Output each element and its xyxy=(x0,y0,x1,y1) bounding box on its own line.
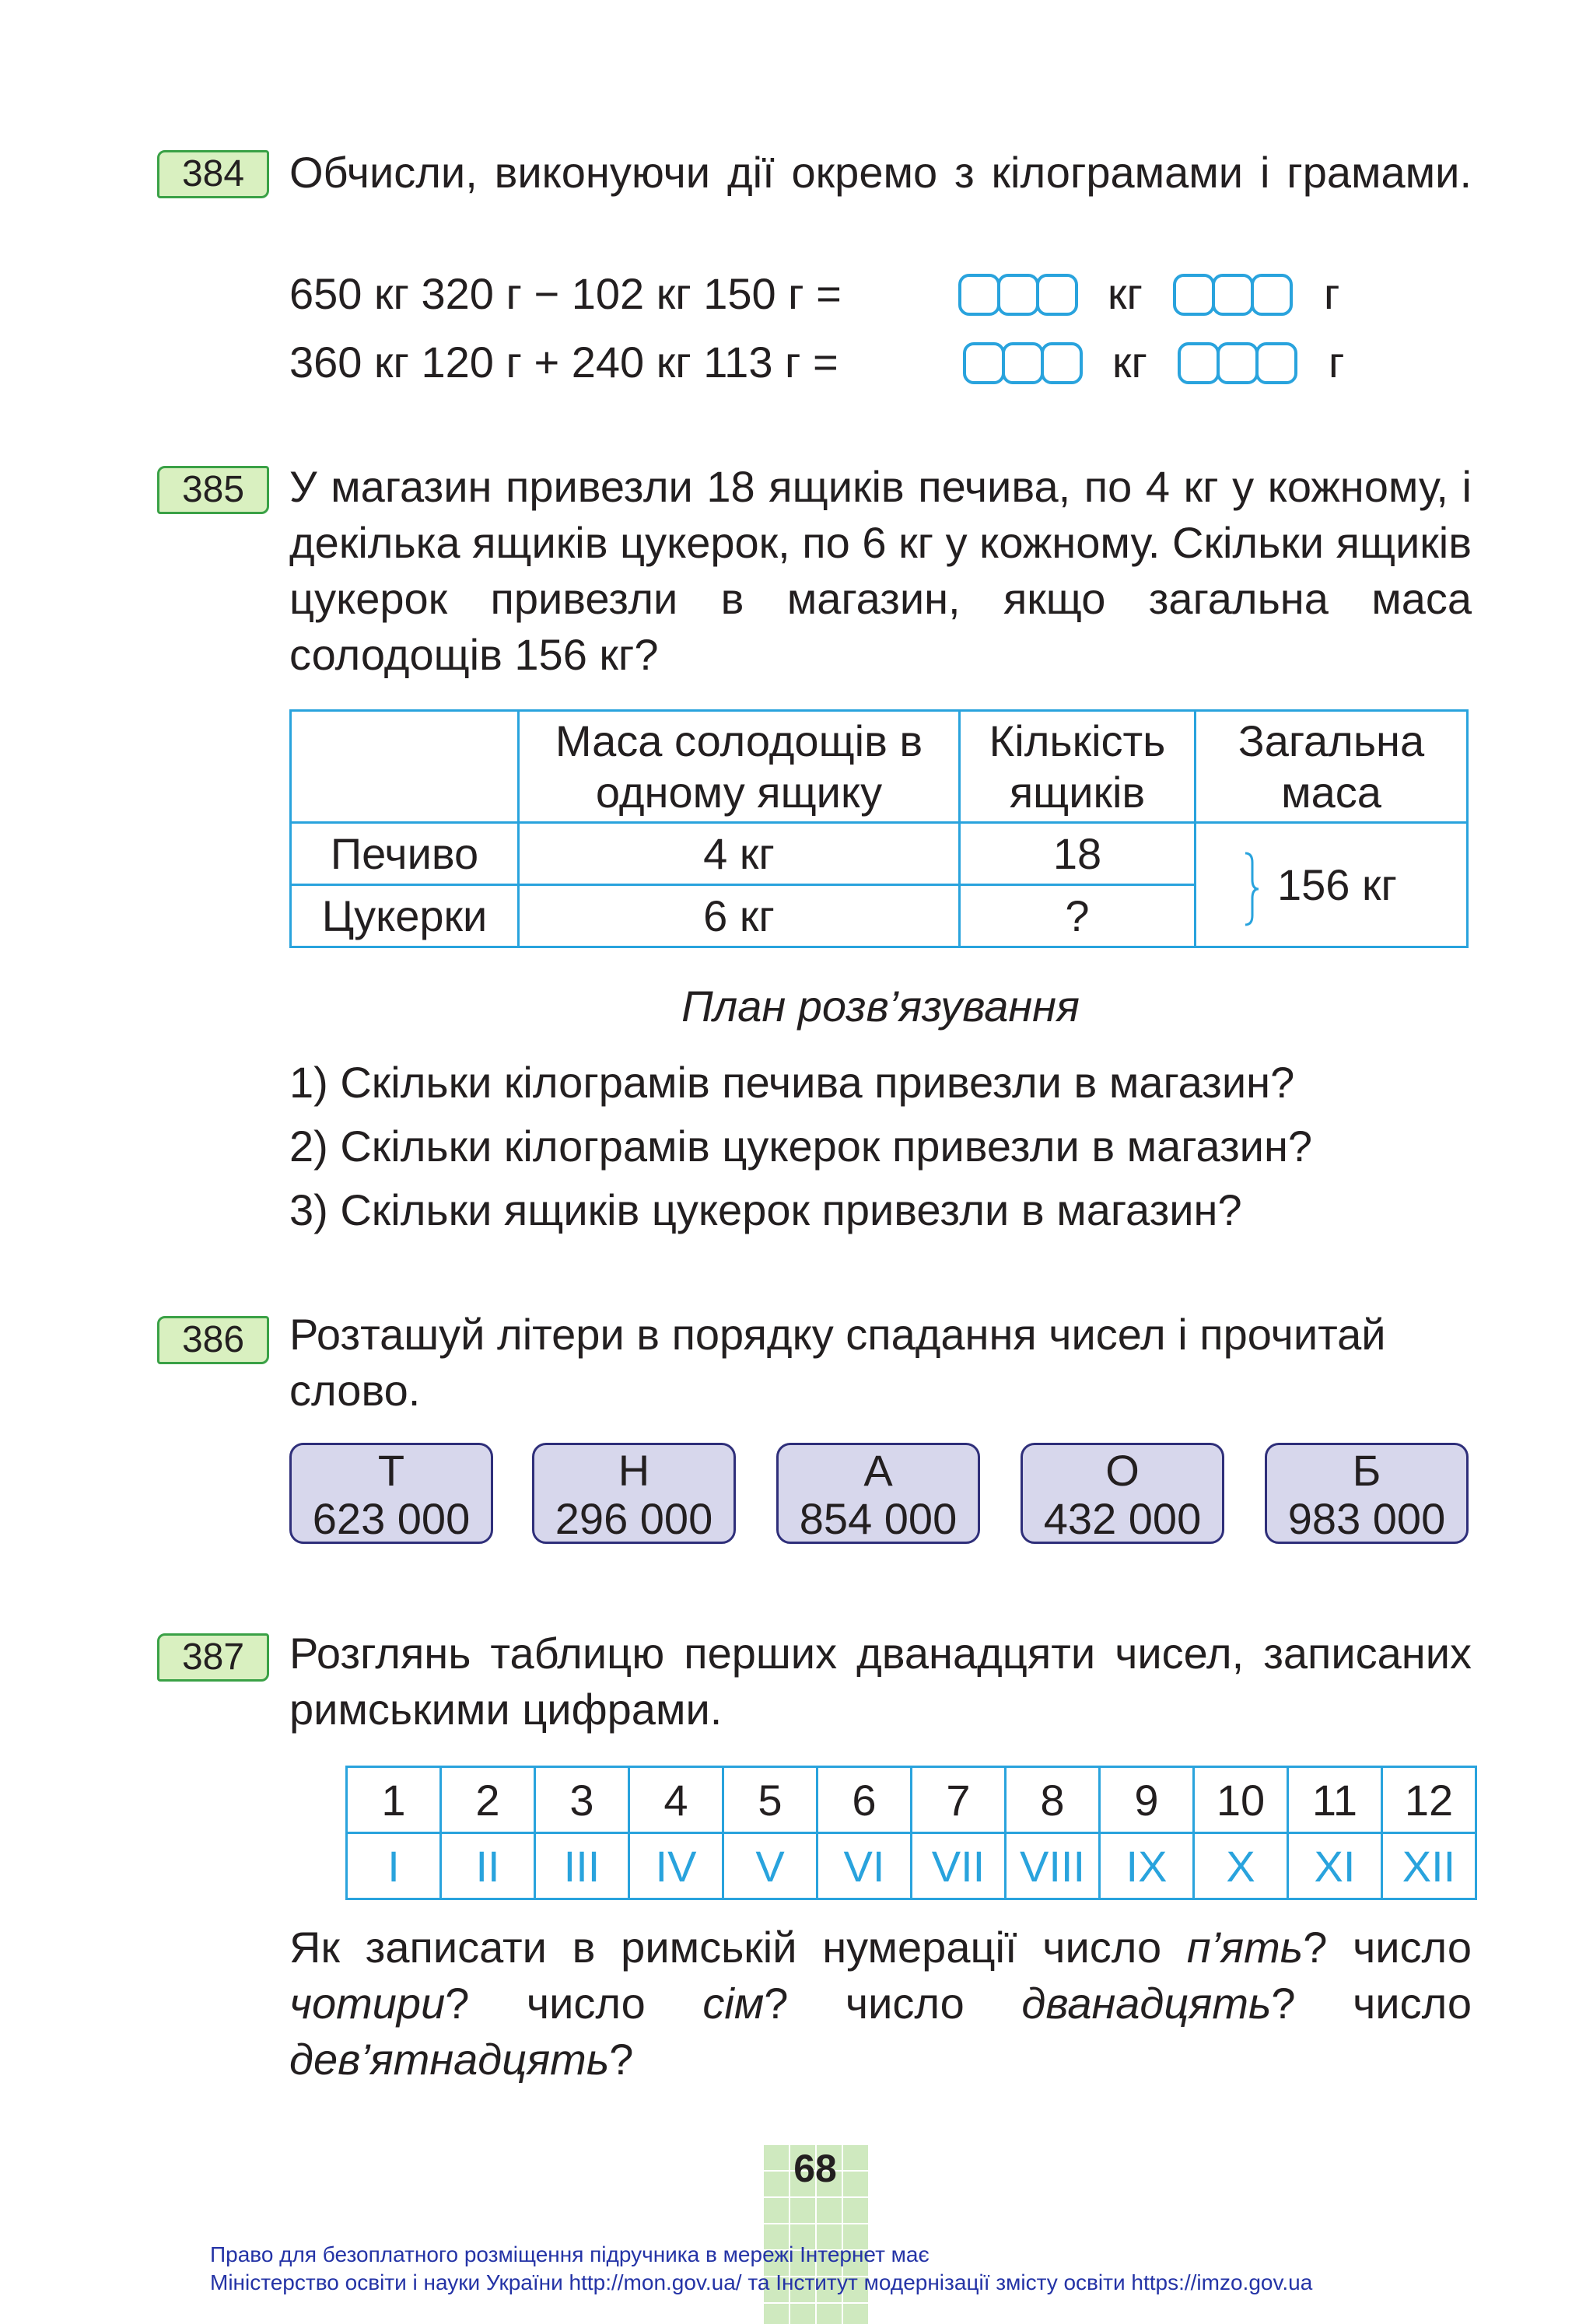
letter-card[interactable] xyxy=(289,1443,493,1544)
roman-number: IX xyxy=(1100,1833,1194,1899)
roman-number: VIII xyxy=(1006,1833,1100,1899)
page-number: 68 xyxy=(793,2147,837,2190)
roman-number: II xyxy=(441,1833,535,1899)
data-table xyxy=(289,709,1469,948)
row-label: Печиво xyxy=(291,823,519,885)
answer-boxes-kg-1[interactable] xyxy=(958,274,1075,319)
arabic-number: 7 xyxy=(912,1767,1006,1833)
task-number-badge: 386 xyxy=(157,1316,269,1364)
card-number: 854 000 xyxy=(799,1494,958,1543)
arabic-number: 12 xyxy=(1382,1767,1476,1833)
arabic-number: 11 xyxy=(1288,1767,1382,1833)
table-header-empty xyxy=(291,711,519,823)
question-text xyxy=(289,1920,1472,2088)
digit-box[interactable] xyxy=(997,274,1039,316)
equation-2: 360 кг 120 г + 240 кг 113 г = xyxy=(289,338,839,387)
footer-line: Міністерство освіти і науки України http://mon.gov.ua/ та Інститут модернізації змісту освіти https://imzo.gov.ua xyxy=(210,2270,1313,2294)
footer-line: Право для безоплатного розміщення підручника в мережі Інтернет має xyxy=(210,2242,930,2266)
task-text: У магазин привезли 18 ящиків печива, по 4 кг у кожному, і декілька ящиків цукерок, по 6 кг у кожному. Скільки ящиків цукерок привезли в магазин, якщо загальна маса солодощів 156 кг? xyxy=(289,462,1472,679)
arabic-number: 9 xyxy=(1100,1767,1194,1833)
task-text: Розглянь таблицю перших дванадцяти чисел, записаних римськими цифрами. xyxy=(289,1629,1472,1734)
task-text: Обчисли, виконуючи дії окремо з кілограмами і грамами. xyxy=(289,148,1472,197)
total-mass: 156 кг xyxy=(1196,823,1468,947)
letter-card[interactable] xyxy=(1021,1443,1224,1544)
card-letter: Т xyxy=(377,1446,405,1495)
emphasis: чотири xyxy=(289,1979,446,2028)
row-label: Цукерки xyxy=(291,885,519,947)
plan-title: План розв’язування xyxy=(681,982,1080,1031)
roman-number: VI xyxy=(818,1833,912,1899)
emphasis: дев’ятнадцять xyxy=(289,2035,610,2084)
equation-1: 650 кг 320 г − 102 кг 150 г = xyxy=(289,269,842,318)
arabic-number: 4 xyxy=(629,1767,723,1833)
digit-box[interactable] xyxy=(1002,342,1044,384)
row-count: ? xyxy=(960,885,1196,947)
card-letter: Б xyxy=(1352,1446,1381,1495)
task-number-badge: 387 xyxy=(157,1633,269,1682)
row-count: 18 xyxy=(960,823,1196,885)
digit-box[interactable] xyxy=(963,342,1005,384)
roman-row xyxy=(347,1833,1476,1899)
answer-boxes-kg-2[interactable] xyxy=(963,342,1080,387)
row-mass: 6 кг xyxy=(519,885,960,947)
card-letter: О xyxy=(1105,1446,1140,1495)
card-number: 432 000 xyxy=(1043,1494,1202,1543)
plan-step: 3) Скільки ящиків цукерок привезли в магазин? xyxy=(289,1185,1242,1234)
digit-box[interactable] xyxy=(1178,342,1220,384)
card-number: 296 000 xyxy=(555,1494,713,1543)
card-letter: Н xyxy=(618,1446,650,1495)
unit-kg: кг xyxy=(1108,269,1143,318)
digit-box[interactable] xyxy=(1036,274,1078,316)
plan-step: 1) Скільки кілограмів печива привезли в магазин? xyxy=(289,1058,1295,1107)
arabic-number: 1 xyxy=(347,1767,441,1833)
letter-card[interactable] xyxy=(776,1443,980,1544)
answer-boxes-g-1[interactable] xyxy=(1173,274,1290,319)
emphasis: сім xyxy=(702,1979,765,2028)
card-number: 983 000 xyxy=(1287,1494,1446,1543)
arabic-number: 2 xyxy=(441,1767,535,1833)
text-part: ? число xyxy=(1303,1923,1472,1972)
text-part: Як записати в римській нумерації число xyxy=(289,1923,1187,1972)
digit-box[interactable] xyxy=(1041,342,1083,384)
emphasis: п’ять xyxy=(1186,1923,1304,1972)
roman-number: VII xyxy=(912,1833,1006,1899)
roman-number: X xyxy=(1194,1833,1288,1899)
text-part: ? xyxy=(609,2035,634,2084)
digit-box[interactable] xyxy=(958,274,1000,316)
table-header-box-count: Кількість ящиків xyxy=(960,711,1196,823)
roman-number: V xyxy=(723,1833,818,1899)
task-text: Розташуй літери в порядку спадання чисел і прочитай слово. xyxy=(289,1310,1386,1415)
arabic-row xyxy=(347,1767,1476,1833)
arabic-number: 3 xyxy=(535,1767,629,1833)
arabic-number: 8 xyxy=(1006,1767,1100,1833)
roman-number: I xyxy=(347,1833,441,1899)
digit-box[interactable] xyxy=(1251,274,1293,316)
table-header-mass-per-box: Маса солодощів в одному ящику xyxy=(519,711,960,823)
arabic-number: 5 xyxy=(723,1767,818,1833)
roman-numerals-table xyxy=(345,1766,1477,1900)
digit-box[interactable] xyxy=(1212,274,1254,316)
text-part: ? число xyxy=(764,1979,1022,2028)
roman-number: III xyxy=(535,1833,629,1899)
table-header-total-mass: Загальна маса xyxy=(1196,711,1468,823)
digit-box[interactable] xyxy=(1255,342,1297,384)
emphasis: дванадцять xyxy=(1021,1979,1272,2028)
row-mass: 4 кг xyxy=(519,823,960,885)
answer-boxes-g-2[interactable] xyxy=(1178,342,1294,387)
table-row xyxy=(291,823,1468,885)
card-number: 623 000 xyxy=(312,1494,471,1543)
letter-card[interactable] xyxy=(532,1443,736,1544)
roman-number: XII xyxy=(1382,1833,1476,1899)
text-part: ? число xyxy=(445,1979,703,2028)
letter-card[interactable] xyxy=(1265,1443,1469,1544)
unit-kg: кг xyxy=(1112,338,1147,387)
unit-g: г xyxy=(1324,269,1340,318)
digit-box[interactable] xyxy=(1217,342,1259,384)
task-number-badge: 385 xyxy=(157,466,269,514)
plan-step: 2) Скільки кілограмів цукерок привезли в магазин? xyxy=(289,1122,1313,1171)
roman-number: XI xyxy=(1288,1833,1382,1899)
roman-number: IV xyxy=(629,1833,723,1899)
card-letter: А xyxy=(863,1446,893,1495)
arabic-number: 10 xyxy=(1194,1767,1288,1833)
task-number-badge: 384 xyxy=(157,150,269,198)
curly-brace-icon xyxy=(1243,852,1260,926)
digit-box[interactable] xyxy=(1173,274,1215,316)
unit-g: г xyxy=(1329,338,1345,387)
arabic-number: 6 xyxy=(818,1767,912,1833)
text-part: ? число xyxy=(1271,1979,1472,2028)
